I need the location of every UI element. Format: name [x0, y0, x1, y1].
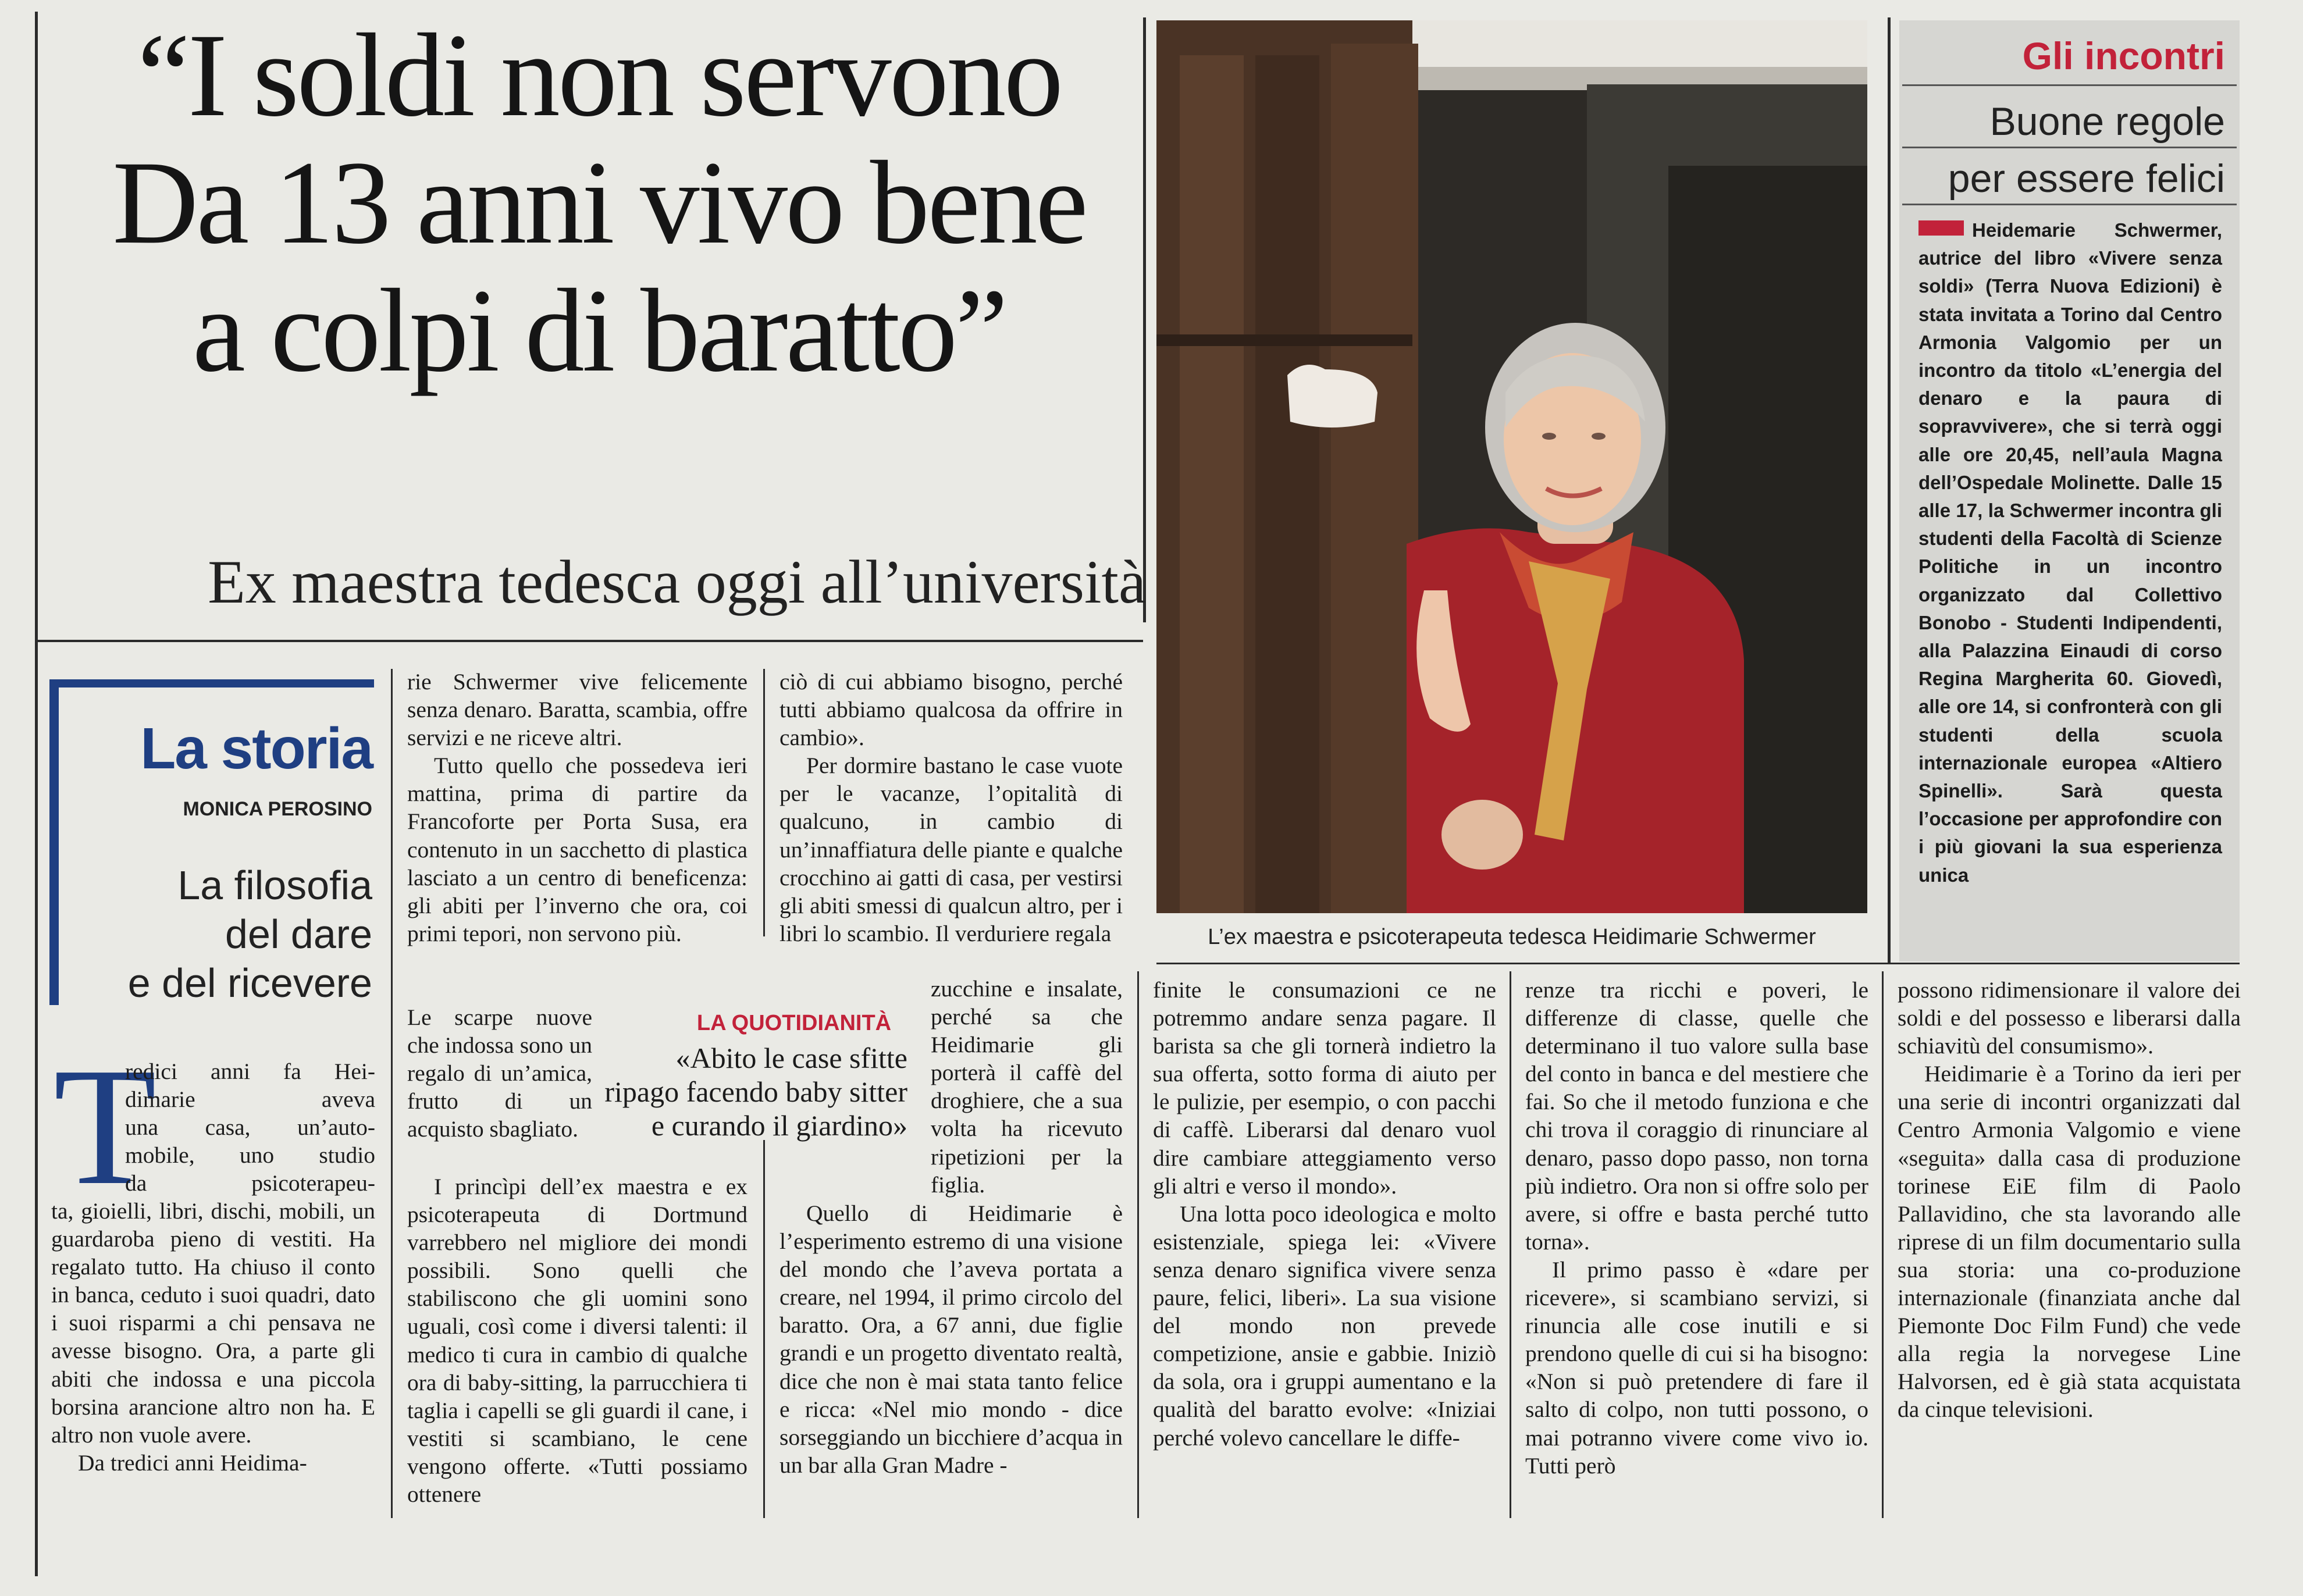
sidebar-text: Heidemarie Schwermer, autrice del libro «Vivere senza soldi» (Terra Nuova Edizioni) è stata invitata a Torino dal Centro Armonia Valgomio per un incontro da titolo «L’energia del denaro e la paura di sopravvivere», che si terrà oggi alle ore 20,45, nell’aula Magna dell’Ospedale Molinette. Dalle 15 alle 17, la Schwermer incontra gli studenti della Facoltà di Scienze Politiche in un incontro organizzato dal Collettivo Bonobo - Studenti Indipendenti, alla Palazzina Einaudi di corso Regina Margherita 60. Giovedì, alle ore 14, si confronterà con gli studenti della scuola internazionale europea «Altiero Spinelli». Sarà questa l’occasione per approfondire con i più giovani la sua esperienza unica	[1918, 219, 2222, 886]
subheadline: Ex maestra tedesca oggi all’università	[208, 548, 1146, 616]
portrait-photo	[1156, 20, 1867, 913]
pull-quote-line: ripago facendo baby sitter	[604, 1075, 907, 1108]
sidebar-title-line: per essere felici	[1948, 156, 2225, 201]
column-rule	[763, 1140, 765, 1518]
sidebar-rule	[1902, 147, 2237, 148]
photo-sidebar-divider	[1888, 17, 1891, 963]
article-paragraph: possono ridimensionare il valore dei soldi e del possesso e liberarsi dalla schiavitù del consumismo».	[1898, 977, 2241, 1059]
sidebar-rule	[1902, 84, 2237, 86]
story-box-top-bar	[49, 679, 374, 687]
column-rule	[763, 669, 765, 936]
sidebar-title	[1914, 93, 2225, 207]
column-rule	[391, 669, 393, 1518]
article-column-2	[407, 668, 748, 947]
article-column-6	[1898, 976, 2241, 1424]
lead-line: dimarie aveva	[125, 1086, 375, 1113]
article-column-1	[51, 1197, 375, 1477]
article-paragraph: Tutto quello che possedeva ieri mattina, prima di partire da Francoforte per Porta Susa, era contenuto in un sacchetto di plastica lasciato a un centro di beneficenza: gli abiti per l’inverno che ora, coi primi tepori, non servono più.	[407, 753, 748, 946]
pull-quote	[553, 1041, 907, 1142]
article-paragraph: rie Schwermer vive felicemente senza denaro. Baratta, scambia, offre servizi e ne riceve altri.	[407, 669, 748, 751]
article-column-4	[1153, 976, 1496, 1452]
article-paragraph: Le scarpe nuove che indossa sono un regalo di un’amica, frutto di un acquisto sbagliato.	[407, 1004, 592, 1142]
article-paragraph: Quello di Heidimarie è l’esperimento estremo di una visione del mondo che l’aveva portata a creare, nel 1994, il primo circolo del baratto. Ora, a 67 anni, due figlie grandi e un progetto diventato realtà, dice che non è mai stata tanto felice e ricca: «Nel mio mondo - dice sorseggiando un bicchiere d’acqua in un bar alla Gran Madre -	[779, 1200, 1123, 1478]
article-paragraph: ta, gioielli, libri, dischi, mobili, un guardaroba pieno di vestiti. Ha regalato tutto. Ha chiuso il conto in banca, ceduto i suoi quadri, dato i suoi risparmi a chi pensava ne avesse bisogno. Ora, a parte gli abiti che indossa e una piccola borsina arancione altro non ha. E altro non vuole avere.	[51, 1198, 375, 1448]
article-paragraph: Il primo passo è «dare per ricevere», si scambiano servizi, si rinuncia alle cose inutili e si prendono quelle di cui si ha bisogno: «Non si può pretendere di fare il salto di colpo, non tutti possono, o mai potranno vivere come vivo io. Tutti però	[1525, 1256, 1868, 1479]
lead-line: redici anni fa Hei-	[125, 1059, 375, 1084]
photo-caption: L’ex maestra e psicoterapeuta tedesca Heidimarie Schwermer	[1208, 925, 1816, 949]
portrait-illustration	[1156, 20, 1867, 913]
sidebar-tag: Gli incontri	[2022, 34, 2225, 77]
sidebar-rule	[1902, 204, 2237, 205]
headline-line: Da 13 anni vivo bene	[112, 137, 1086, 269]
dropcap: T	[54, 1033, 157, 1220]
article-paragraph: renze tra ricchi e poveri, le differenze di classe, quelle che determinano il tuo valore sulla base del conto in banca e del mestiere che fai. So che il metodo funziona e che chi trova il coraggio di rinunciare al denaro, passo dopo passo, non torna più indietro. Ora non si offre solo per avere, si offre e basta perché tutto torna».	[1525, 977, 1868, 1255]
left-border-rule	[35, 12, 38, 1576]
column-rule	[1882, 971, 1884, 1518]
pull-quote-label: LA QUOTIDIANITÀ	[696, 1011, 892, 1035]
headline	[52, 9, 1146, 397]
article-paragraph: Da tredici anni Heidima-	[78, 1449, 307, 1476]
column-rule	[1137, 971, 1139, 1518]
headline-line: a colpi di baratto”	[192, 264, 1006, 397]
article-paragraph: zucchine e insalate, perché sa che Heidimarie gli porterà il caffè del droghiere, che a sua volta ha ricevuto ripetizioni per la figlia.	[931, 976, 1123, 1198]
article-paragraph: ciò di cui abbiamo bisogno, perché tutti abbiamo qualcosa da offrire in cambio».	[779, 669, 1123, 751]
article-paragraph: finite le consumazioni ce ne potremmo andare senza pagare. Il barista sa che gli tornerà indietro la sua offerta, sotto forma di aiuto per le pulizie, per esempio, o con pacchi di caffè. Liberarsi dal denaro vuol dire cambiare atteggiamento verso gli altri e verso il mondo».	[1153, 977, 1496, 1199]
sidebar-body	[1918, 216, 2222, 889]
story-subtitle-line: La filosofia	[177, 863, 372, 908]
headline-line: “I soldi non servono	[137, 9, 1062, 141]
story-author: MONICA PEROSINO	[183, 798, 372, 820]
story-box-subtitle	[87, 861, 372, 1007]
article-column-2-continued	[407, 1173, 748, 1508]
pull-quote-line: e curando il giardino»	[651, 1109, 907, 1142]
pull-quote-line: «Abito le case sfitte	[675, 1042, 907, 1074]
column-rule	[1510, 971, 1511, 1518]
sidebar-title-line: Buone regole	[1989, 99, 2225, 144]
headline-bottom-rule	[35, 640, 1143, 642]
caption-bottom-rule	[1156, 963, 2240, 964]
lead-line: una casa, un’auto-	[125, 1114, 375, 1141]
article-paragraph: Una lotta poco ideologica e molto esistenziale, spiega lei: «Vivere senza denaro significa vivere senza paure, felici, liberi». La sua visione del mondo non prevede competizione, ansie e gabbie. Iniziò da sola, ora i gruppi aumentano e la qualità del baratto evolve: «Iniziai perché volevo cancellare le diffe-	[1153, 1200, 1496, 1451]
lead-line: mobile, uno studio	[125, 1142, 375, 1168]
article-column-3	[779, 668, 1123, 947]
article-column-5	[1525, 976, 1868, 1480]
story-subtitle-line: del dare	[225, 911, 372, 957]
story-subtitle-line: e del ricevere	[127, 960, 372, 1006]
story-section-title: La storia	[140, 716, 372, 781]
article-column-3-continued	[779, 1199, 1123, 1479]
article-paragraph: I princìpi dell’ex maestra e ex psicoterapeuta di Dortmund varrebbero nel migliore dei mondi possibili. Sono quelli che stabiliscono che gli uomini sono uguali, così come i diversi talenti: il medico ti cura in cambio di qualche ora di baby-sitting, la parrucchiera ti taglia i capelli se gli guardi il cane, i vestiti si scambiano, le cene vengono offerte. «Tutti possiamo ottenere	[407, 1174, 748, 1508]
article-paragraph: Heidimarie è a Torino da ieri per una serie di incontri organizzati dal Centro Armonia Valgomio e viene «seguita» dalla casa di produzione torinese EiE film di Paolo Pallavidino, che sta lavorando alle riprese di un film documentario sulla sua storia: una co-produzione internazionale (finanziata anche dal Piemonte Doc Film Fund) che vede alla regia la norvegese Line Halvorsen, ed è già stata acquistata da cinque televisioni.	[1898, 1061, 2241, 1423]
article-column-3-narrow	[931, 975, 1123, 1199]
article-column-1-lead	[125, 1057, 375, 1197]
sidebar-bullet-marker	[1918, 220, 1964, 236]
story-box-bar	[49, 679, 59, 1005]
article-paragraph: Per dormire bastano le case vuote per le vacanze, l’opitalità di qualcuno, in cambio di un’innaffiatura delle piante e qualche crocchino ai gatti di casa, per vestirsi gli abiti smessi di qualcun altro, per i libri lo scambio. Il verduriere regala	[779, 753, 1123, 946]
lead-line: da psicoterapeu-	[125, 1170, 375, 1196]
